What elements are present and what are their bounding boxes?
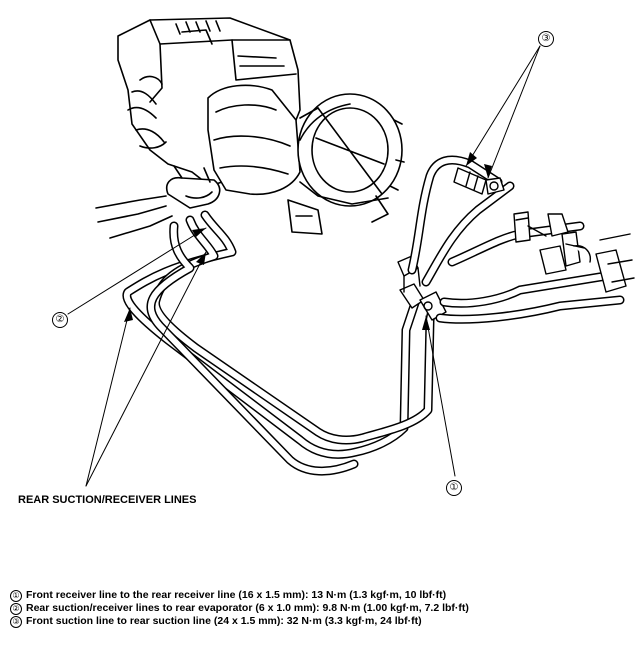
legend-num-2: ② <box>10 603 22 615</box>
callout-2: ② <box>52 312 68 328</box>
legend-item-3 <box>10 615 469 628</box>
legend-num-1: ① <box>10 590 22 602</box>
legend-text-2: Rear suction/receiver lines to rear evaporator (6 x 1.0 mm): 9.8 N·m (1.00 kgf·m, 7.2 lbf·ft) <box>26 602 469 614</box>
rear-suction-receiver-lines <box>127 215 434 471</box>
legend-num-3: ③ <box>10 616 22 628</box>
torque-legend <box>10 589 469 628</box>
legend-text-1: Front receiver line to the rear receiver line (16 x 1.5 mm): 13 N·m (1.3 kgf·m, 10 lbf·ft) <box>26 589 447 601</box>
rear-lines-label: REAR SUCTION/RECEIVER LINES <box>18 494 197 506</box>
callout-3: ③ <box>538 31 554 47</box>
callout-1: ① <box>446 480 462 496</box>
rear-evaporator-assembly <box>96 18 404 238</box>
legend-item-2 <box>10 602 469 615</box>
legend-text-3: Front suction line to rear suction line (24 x 1.5 mm): 32 N·m (3.3 kgf·m, 24 lbf·ft) <box>26 615 422 627</box>
legend-item-1 <box>10 589 469 602</box>
